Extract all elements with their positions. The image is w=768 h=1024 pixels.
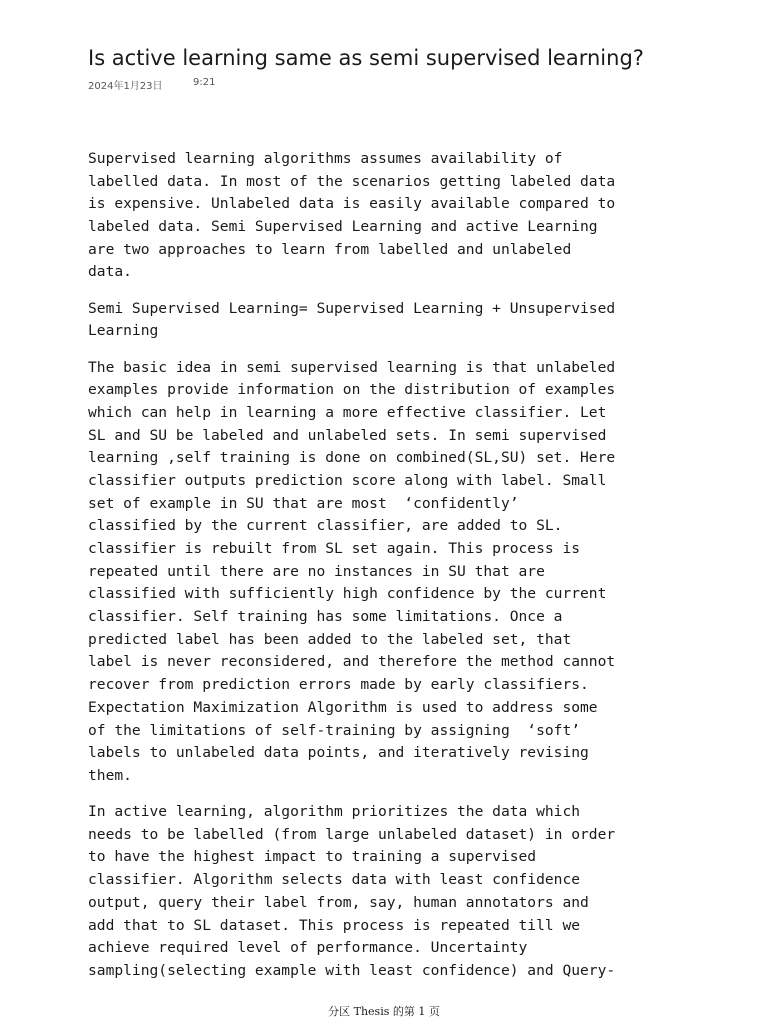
text-line: are two approaches to learn from labelled and unlabeled bbox=[88, 240, 572, 258]
text-line: label is never reconsidered, and therefore the method cannot bbox=[88, 653, 616, 671]
text-line: SL and SU be labeled and unlabeled sets. In semi supervised bbox=[88, 426, 607, 444]
text-line: classifier outputs prediction score along with label. Small bbox=[88, 471, 607, 489]
text-line: Expectation Maximization Algorithm is used to address some bbox=[88, 698, 598, 716]
text-line: of the limitations of self-training by assigning ‘soft’ bbox=[88, 721, 581, 739]
text-line: sampling(selecting example with least confidence) and Query- bbox=[88, 961, 616, 979]
text-line: Learning bbox=[88, 322, 159, 340]
text-line: predicted label has been added to the labeled set, that bbox=[88, 630, 572, 648]
text-line: classifier is rebuilt from SL set again. This process is bbox=[88, 540, 581, 557]
text-line: In active learning, algorithm prioritizes the data which bbox=[88, 803, 581, 821]
paragraph-semi-supervised bbox=[88, 357, 653, 788]
text-line: achieve required level of performance. Uncertainty bbox=[88, 939, 528, 957]
page-title: Is active learning same as semi supervised learning? bbox=[88, 46, 644, 70]
text-line: recover from prediction errors made by early classifiers. bbox=[88, 676, 589, 694]
text-line: classifier. Self training has some limitations. Once a bbox=[88, 608, 563, 626]
note-time: 9:21 bbox=[193, 77, 216, 88]
text-line: Supervised learning algorithms assumes availability of bbox=[88, 150, 563, 167]
text-line: them. bbox=[88, 766, 132, 784]
text-line: set of example in SU that are most ‘confidently’ bbox=[88, 494, 519, 512]
text-line: add that to SL dataset. This process is repeated till we bbox=[88, 916, 581, 934]
text-line: examples provide information on the distribution of examples bbox=[88, 381, 616, 399]
text-line: labels to unlabeled data points, and iteratively revising bbox=[88, 744, 589, 762]
text-line: which can help in learning a more effective classifier. Let bbox=[88, 403, 607, 421]
text-line: to have the highest impact to training a supervised bbox=[88, 848, 537, 866]
text-line: classified with sufficiently high confidence by the current bbox=[88, 585, 607, 603]
text-line: labeled data. Semi Supervised Learning and active Learning bbox=[88, 218, 598, 236]
paragraph-definition bbox=[88, 298, 653, 343]
text-line: data. bbox=[88, 263, 132, 281]
text-line: needs to be labelled (from large unlabeled dataset) in order bbox=[88, 825, 616, 843]
text-line: classified by the current classifier, are added to SL. bbox=[88, 517, 563, 535]
text-line: learning ,self training is done on combined(SL,SU) set. Here bbox=[88, 449, 616, 467]
text-line: labelled data. In most of the scenarios getting labeled data bbox=[88, 172, 616, 190]
paragraph-active-learning bbox=[88, 801, 653, 983]
page-footer: 分区 Thesis 的第 1 页 bbox=[328, 1005, 440, 1018]
text-line: classifier. Algorithm selects data with least confidence bbox=[88, 871, 581, 889]
text-line: Semi Supervised Learning= Supervised Learning + Unsupervised bbox=[88, 299, 616, 317]
paragraph-intro bbox=[88, 148, 653, 284]
text-line: repeated until there are no instances in SU that are bbox=[88, 562, 545, 580]
text-line: is expensive. Unlabeled data is easily available compared to bbox=[88, 195, 616, 213]
text-line: The basic idea in semi supervised learning is that unlabeled bbox=[88, 358, 616, 376]
note-date: 2024年1月23日 bbox=[88, 81, 163, 92]
text-line: output, query their label from, say, human annotators and bbox=[88, 893, 589, 911]
note-body bbox=[88, 148, 653, 996]
